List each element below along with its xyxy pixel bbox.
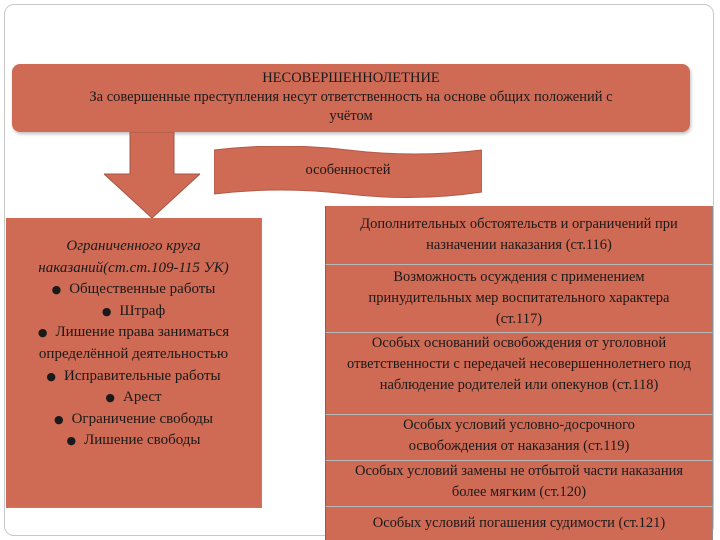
bullet-icon: ● [101, 304, 112, 318]
punishments-heading-2: наказаний(ст.ст.109-115 УК) [38, 259, 229, 276]
punishments-list [6, 279, 261, 452]
scroll-text: особенностей [305, 162, 391, 178]
bullet-icon: ● [53, 412, 64, 426]
feature-box-2: Возможность осуждения с применением принудительных мер воспитательного характера (ст.117) [325, 264, 713, 332]
list-item: ● Общественные работы [51, 281, 216, 298]
feature-box-1: Дополнительных обстоятельств и ограничений при назначении наказания (ст.116) [325, 206, 713, 264]
list-item: ● Арест [105, 389, 162, 406]
bullet-icon: ● [46, 369, 57, 383]
punishments-heading-1: Ограниченного круга [66, 238, 201, 254]
bullet-icon: ● [105, 391, 116, 405]
feature-box-5: Особых условий замены не отбытой части наказания более мягким (ст.120) [325, 460, 713, 506]
header-line-1: За совершенные преступления несут ответственность на основе общих положений с [89, 89, 613, 105]
bullet-icon: ● [51, 283, 62, 297]
bullet-icon: ● [66, 434, 77, 448]
feature-box-6: Особых условий погашения судимости (ст.121) [325, 506, 713, 540]
feature-box-4: Особых условий условно-досрочного освобождения от наказания (ст.119) [325, 414, 713, 460]
feature-box-3: Особых оснований освобождения от уголовной ответственности с передачей несовершеннолетнего под наблюдение родителей или опекунов (ст.118) [325, 332, 713, 414]
punishments-panel [6, 218, 262, 508]
list-item: ● Исправительные работы [46, 367, 221, 384]
header-box [12, 64, 690, 132]
list-item: ● Лишение свободы [66, 432, 201, 449]
down-arrow-icon [104, 132, 200, 218]
header-title: НЕСОВЕРШЕННОЛЕТНИЕ [262, 70, 440, 86]
header-line-2: учётом [329, 108, 373, 124]
list-item: ● Ограничение свободы [53, 410, 214, 427]
list-item: ● Штраф [101, 302, 166, 319]
list-item: ● Лишение права заниматься определённой деятельностью [37, 324, 230, 362]
bullet-icon: ● [37, 326, 48, 340]
